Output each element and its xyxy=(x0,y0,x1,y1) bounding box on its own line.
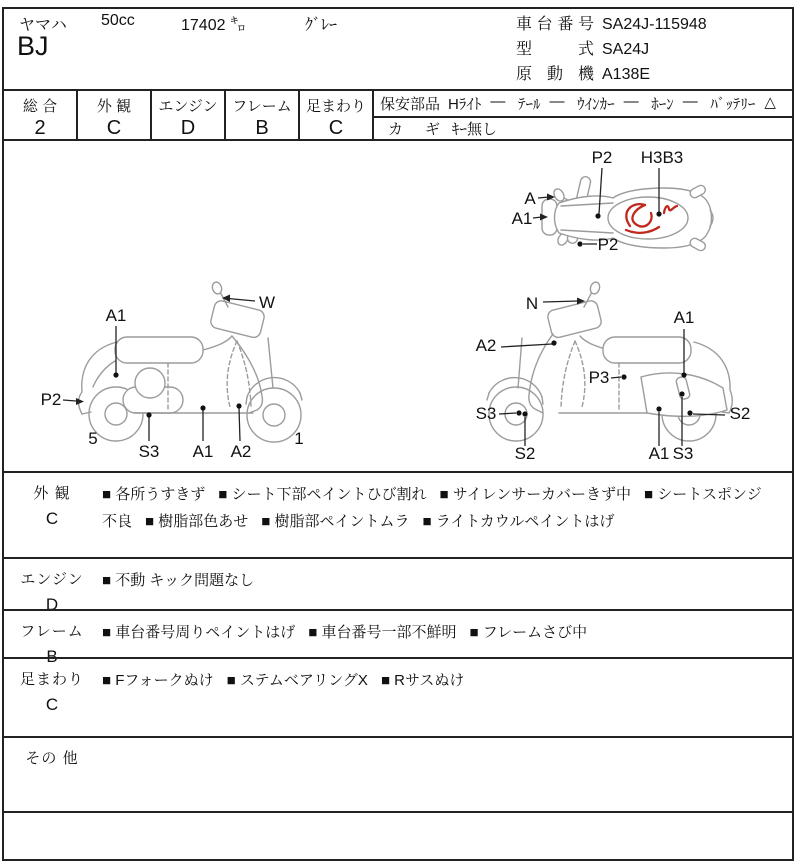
section-grade: C xyxy=(45,695,59,714)
defect-item: ■ シート下部ペイントひび割れ xyxy=(218,486,427,503)
section-label: 足まわり xyxy=(19,671,84,688)
engine-code-value: A138E xyxy=(602,66,651,83)
diagram-label: A1 xyxy=(648,444,670,463)
defect-list xyxy=(100,659,792,736)
model-type-label: 型 式 xyxy=(516,41,594,58)
chassis-number-value: SA24J-115948 xyxy=(602,16,707,33)
diagram-label: P2 xyxy=(40,390,62,409)
diagram-label: 5 xyxy=(88,429,98,448)
defect-item: ■ 車台番号一部不鮮明 xyxy=(308,624,457,641)
section-head xyxy=(4,659,100,736)
defect-item: ■ Rサスぬけ xyxy=(380,672,465,689)
section-head xyxy=(4,611,100,666)
model-type-value: SA24J xyxy=(602,41,650,58)
rating-value: D xyxy=(180,117,196,139)
rating-exterior xyxy=(78,91,152,139)
diagram-label: S3 xyxy=(475,404,497,423)
safety-part xyxy=(651,93,698,114)
defect-item: ■ ライトカウルペイントはげ xyxy=(422,513,615,530)
defect-item: ■ 車台番号周りペイントはげ xyxy=(102,624,296,641)
rating-label: 総 合 xyxy=(22,98,58,115)
bottom-empty-row xyxy=(4,811,792,859)
defect-list xyxy=(100,473,792,557)
safety-part-name: ﾊﾞｯﾃﾘｰ xyxy=(710,96,756,113)
section-head xyxy=(4,559,100,614)
diagram-label: A1 xyxy=(511,209,533,228)
scooter-outline xyxy=(542,176,713,252)
diagram-label: S3 xyxy=(672,444,694,463)
rating-undercarriage xyxy=(300,91,374,139)
rating-label: 足まわり xyxy=(305,98,366,115)
section-grade: C xyxy=(45,509,59,528)
diagram-label: A2 xyxy=(230,442,252,461)
defect-list xyxy=(100,611,792,657)
rating-engine xyxy=(152,91,226,139)
key-row xyxy=(374,118,792,139)
rating-value: C xyxy=(106,117,122,139)
defect-item: ■ サイレンサーカバーきず中 xyxy=(439,486,631,503)
safety-part-name: Hﾗｲﾄ xyxy=(448,96,482,113)
defect-list xyxy=(100,559,792,609)
safety-part-name: ﾃｰﾙ xyxy=(517,96,541,113)
diagram-label: A1 xyxy=(192,442,214,461)
diagram-label: A1 xyxy=(673,308,695,327)
safety-parts-row xyxy=(374,91,792,118)
section-grade: B xyxy=(46,647,58,666)
diagram-label: A xyxy=(524,189,536,208)
safety-part-name: ﾎｰﾝ xyxy=(651,96,674,113)
safety-part-status: — xyxy=(623,93,639,110)
ratings-strip xyxy=(4,89,792,141)
diagram-label: S3 xyxy=(138,442,160,461)
condition-diagram-area xyxy=(4,141,792,471)
header xyxy=(4,9,792,89)
displacement: 50cc xyxy=(101,12,135,29)
chassis-number-row xyxy=(516,12,707,37)
safety-part-status: — xyxy=(549,93,565,110)
defect-item: ■ Fフォークぬけ xyxy=(102,672,214,689)
section-frame xyxy=(4,609,792,666)
defect-list xyxy=(100,738,792,811)
rating-overall xyxy=(4,91,78,139)
diagram-label: H3B3 xyxy=(640,148,684,167)
defect-item: ■ 不動 キック問題なし xyxy=(102,572,255,589)
defect-item: ■ 樹脂部ペイントムラ xyxy=(261,513,410,530)
rating-value: 2 xyxy=(34,117,46,139)
section-label: フレーム xyxy=(20,623,84,640)
safety-part-status: — xyxy=(682,93,698,110)
section-label: その 他 xyxy=(25,750,79,767)
defect-item: ■ シートスポンジ不良 xyxy=(102,486,762,530)
maker: ヤマハ xyxy=(19,17,67,34)
rating-value: C xyxy=(328,117,344,139)
rating-label: 外 観 xyxy=(96,98,132,115)
safety-parts-box xyxy=(374,91,792,139)
safety-parts-label: 保安部品 xyxy=(380,96,441,113)
key-status: ｷｰ無し xyxy=(452,121,498,138)
section-exterior xyxy=(4,471,792,557)
diagram-label: N xyxy=(525,294,539,313)
section-head xyxy=(4,738,100,811)
defect-item: ■ フレームさび中 xyxy=(469,624,588,641)
chassis-number-label: 車台番号 xyxy=(516,16,594,33)
section-label: 外 観 xyxy=(33,485,71,502)
diagram-label: A2 xyxy=(475,336,497,355)
defect-item: ■ 樹脂部色あせ xyxy=(145,513,249,530)
section-grade: D xyxy=(45,595,59,614)
section-head xyxy=(4,473,100,557)
engine-code-label: 原 動 機 xyxy=(516,66,594,83)
scooter-left-side-diagram xyxy=(31,281,361,471)
diagram-label: P3 xyxy=(588,368,610,387)
diagram-label: P2 xyxy=(591,148,613,167)
safety-part-name: ｳｲﾝｶｰ xyxy=(577,96,615,113)
diagram-label: 1 xyxy=(294,429,304,448)
diagram-label: A1 xyxy=(105,306,127,325)
body-color: ｸﾞﾚｰ xyxy=(305,17,338,34)
scooter-top-view-diagram xyxy=(501,146,791,274)
rating-label: フレーム xyxy=(232,98,292,115)
safety-part-status: △ xyxy=(764,94,776,111)
safety-part xyxy=(448,93,505,114)
auction-inspection-sheet xyxy=(2,7,794,861)
model-name: BJ xyxy=(17,31,49,61)
defect-item: ■ 各所うすきず xyxy=(102,486,206,503)
rating-value: B xyxy=(255,117,269,139)
diagram-label: S2 xyxy=(729,404,751,423)
key-label: カ ギ xyxy=(388,121,440,138)
scooter-outline xyxy=(487,281,732,441)
section-label: エンジン xyxy=(20,571,84,588)
scooter-right-side-diagram xyxy=(441,281,781,471)
mileage: 17402 ㌔ xyxy=(181,17,246,34)
safety-part-status: — xyxy=(490,93,506,110)
rating-frame xyxy=(226,91,300,139)
section-undercarriage xyxy=(4,657,792,736)
safety-part xyxy=(518,93,565,114)
diagram-label: S2 xyxy=(514,444,536,463)
model-type-row xyxy=(516,37,707,62)
safety-part xyxy=(577,93,639,114)
safety-part xyxy=(710,93,776,114)
engine-code-row xyxy=(516,62,707,87)
diagram-label: W xyxy=(258,293,276,312)
diagram-callouts xyxy=(476,294,751,463)
diagram-label: P2 xyxy=(597,235,619,254)
section-other xyxy=(4,736,792,811)
section-engine xyxy=(4,557,792,614)
identity-block xyxy=(516,12,707,87)
defect-item: ■ ステムベアリングX xyxy=(226,672,368,689)
rating-label: エンジン xyxy=(158,98,218,115)
safety-parts-list xyxy=(446,93,776,114)
